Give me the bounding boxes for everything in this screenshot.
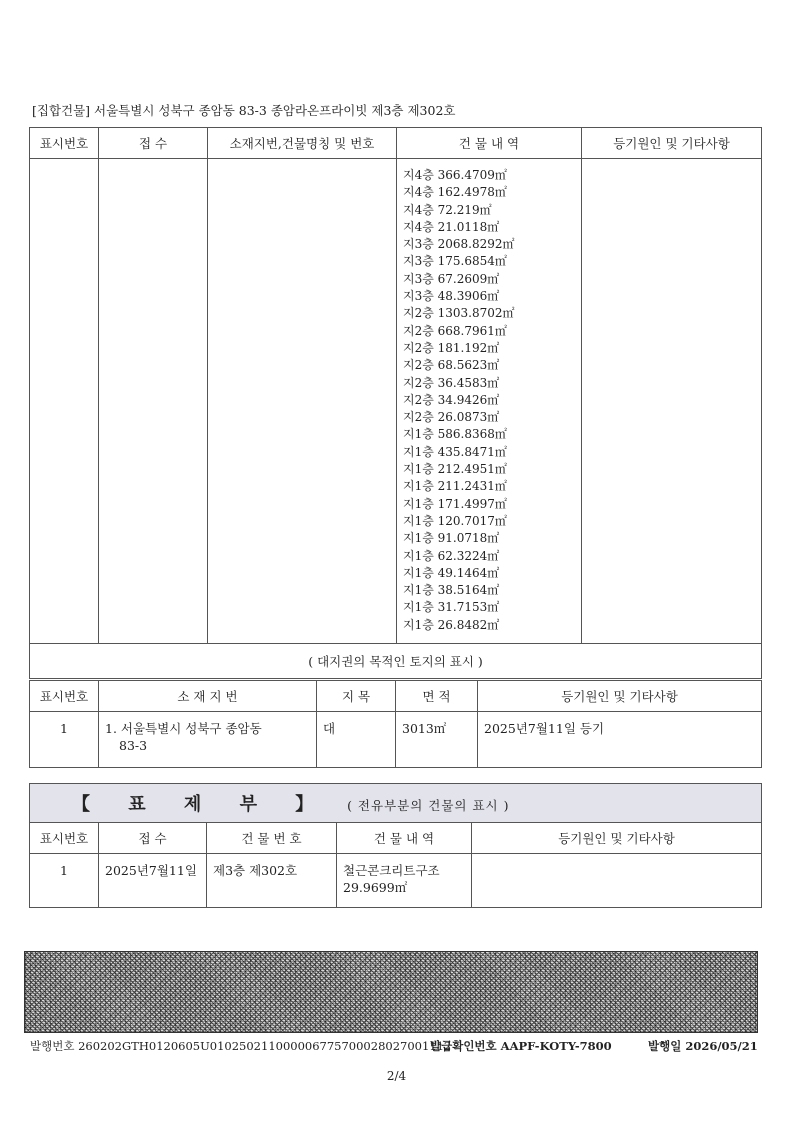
column-header: 표시번호 <box>30 823 99 854</box>
column-header: 건 물 번 호 <box>207 823 337 854</box>
floor-area-item: 지1층 212.4951㎡ <box>403 462 507 477</box>
column-header: 소재지번,건물명칭 및 번호 <box>208 128 397 159</box>
title-section-table <box>29 783 762 908</box>
floor-area-item: 지3층 2068.8292㎡ <box>403 237 515 252</box>
floor-area-item: 지3층 48.3906㎡ <box>403 289 500 304</box>
column-header: 표시번호 <box>30 681 99 712</box>
unit-area: 29.9699㎡ <box>343 880 408 895</box>
column-header: 등기원인 및 기타사항 <box>478 681 762 712</box>
floor-area-item: 지1층 91.0718㎡ <box>403 531 500 546</box>
floor-area-item: 지1층 38.5164㎡ <box>403 583 500 598</box>
floor-area-item: 지1층 120.7017㎡ <box>403 513 507 528</box>
column-header: 등기원인 및 기타사항 <box>582 128 762 159</box>
column-header: 접 수 <box>99 823 207 854</box>
column-header: 지 목 <box>317 681 396 712</box>
security-pattern <box>24 951 758 1033</box>
land-location <box>99 712 317 768</box>
land-table <box>29 680 762 768</box>
floor-area-item: 지4층 72.219㎡ <box>403 202 492 217</box>
floor-area-item: 지1층 62.3224㎡ <box>403 548 500 563</box>
column-header: 소 재 지 번 <box>99 681 317 712</box>
floor-area-item: 지1층 586.8368㎡ <box>403 427 507 442</box>
column-header: 등기원인 및 기타사항 <box>472 823 762 854</box>
column-header: 표시번호 <box>30 128 99 159</box>
floor-area-item: 지1층 435.8471㎡ <box>403 444 507 459</box>
column-header: 접 수 <box>99 128 208 159</box>
floor-area-item: 지2층 26.0873㎡ <box>403 410 500 425</box>
column-header: 면 적 <box>396 681 478 712</box>
page-number: 2/4 <box>386 1069 407 1083</box>
floor-area-item: 지1층 49.1464㎡ <box>403 565 500 580</box>
floor-area-item: 지2층 1303.8702㎡ <box>403 306 515 321</box>
floor-area-item: 지2층 181.192㎡ <box>403 340 500 355</box>
land-location-line2: 83-3 <box>119 738 148 753</box>
unit-structure-type: 철근콘크리트구조 <box>343 863 440 878</box>
floor-area-item: 지4층 162.4978㎡ <box>403 185 507 200</box>
unit-received: 2025년7월11일 <box>99 854 207 908</box>
column-header: 건 물 내 역 <box>397 128 582 159</box>
document-title: [집합건물] 서울특별시 성북구 종암동 83-3 종암라온프라이빗 제3층 제302호 <box>32 103 456 118</box>
floor-area-item: 지1층 211.2431㎡ <box>403 479 507 494</box>
land-number: 1 <box>30 712 99 768</box>
empty-cell <box>99 159 208 644</box>
empty-cell <box>208 159 397 644</box>
empty-cell <box>30 159 99 644</box>
confirmation-number: 발급확인번호 AAPF-KOTY-7800 <box>430 1039 612 1053</box>
land-area: 3013㎡ <box>396 712 478 768</box>
floor-area-item: 지1층 26.8482㎡ <box>403 617 500 632</box>
title-section-note: ( 전유부분의 건물의 표시 ) <box>347 798 510 813</box>
floor-area-item: 지3층 175.6854㎡ <box>403 254 507 269</box>
land-category: 대 <box>317 712 396 768</box>
building-details-cell <box>397 159 582 644</box>
floor-area-item: 지4층 366.4709㎡ <box>403 168 507 182</box>
floor-area-item: 지1층 171.4997㎡ <box>403 496 507 511</box>
title-section-label: 【 표 제 부 】 <box>72 794 330 815</box>
unit-remarks <box>472 854 762 908</box>
floor-area-item: 지2층 68.5623㎡ <box>403 358 500 373</box>
title-section-header <box>30 784 762 823</box>
floor-area-item: 지2층 36.4583㎡ <box>403 375 500 390</box>
issue-number: 발행번호 260202GTH0120605U010250211000006775700028027001112 <box>30 1039 452 1053</box>
issue-date: 발행일 2026/05/21 <box>648 1039 758 1053</box>
building-table <box>29 127 762 679</box>
floor-area-item: 지2층 34.9426㎡ <box>403 392 500 407</box>
floor-area-item: 지1층 31.7153㎡ <box>403 600 500 615</box>
land-location-line1: 1. 서울특별시 성북구 종암동 <box>105 721 262 736</box>
floor-area-list <box>397 159 581 634</box>
column-header: 건 물 내 역 <box>337 823 472 854</box>
empty-cell <box>582 159 762 644</box>
unit-structure <box>337 854 472 908</box>
floor-area-item: 지4층 21.0118㎡ <box>403 219 500 234</box>
land-section-title: ( 대지권의 목적인 토지의 표시 ) <box>30 644 762 679</box>
unit-number: 1 <box>30 854 99 908</box>
floor-area-item: 지3층 67.2609㎡ <box>403 271 500 286</box>
unit-building-number: 제3층 제302호 <box>207 854 337 908</box>
land-remarks: 2025년7월11일 등기 <box>478 712 762 768</box>
floor-area-item: 지2층 668.7961㎡ <box>403 323 507 338</box>
